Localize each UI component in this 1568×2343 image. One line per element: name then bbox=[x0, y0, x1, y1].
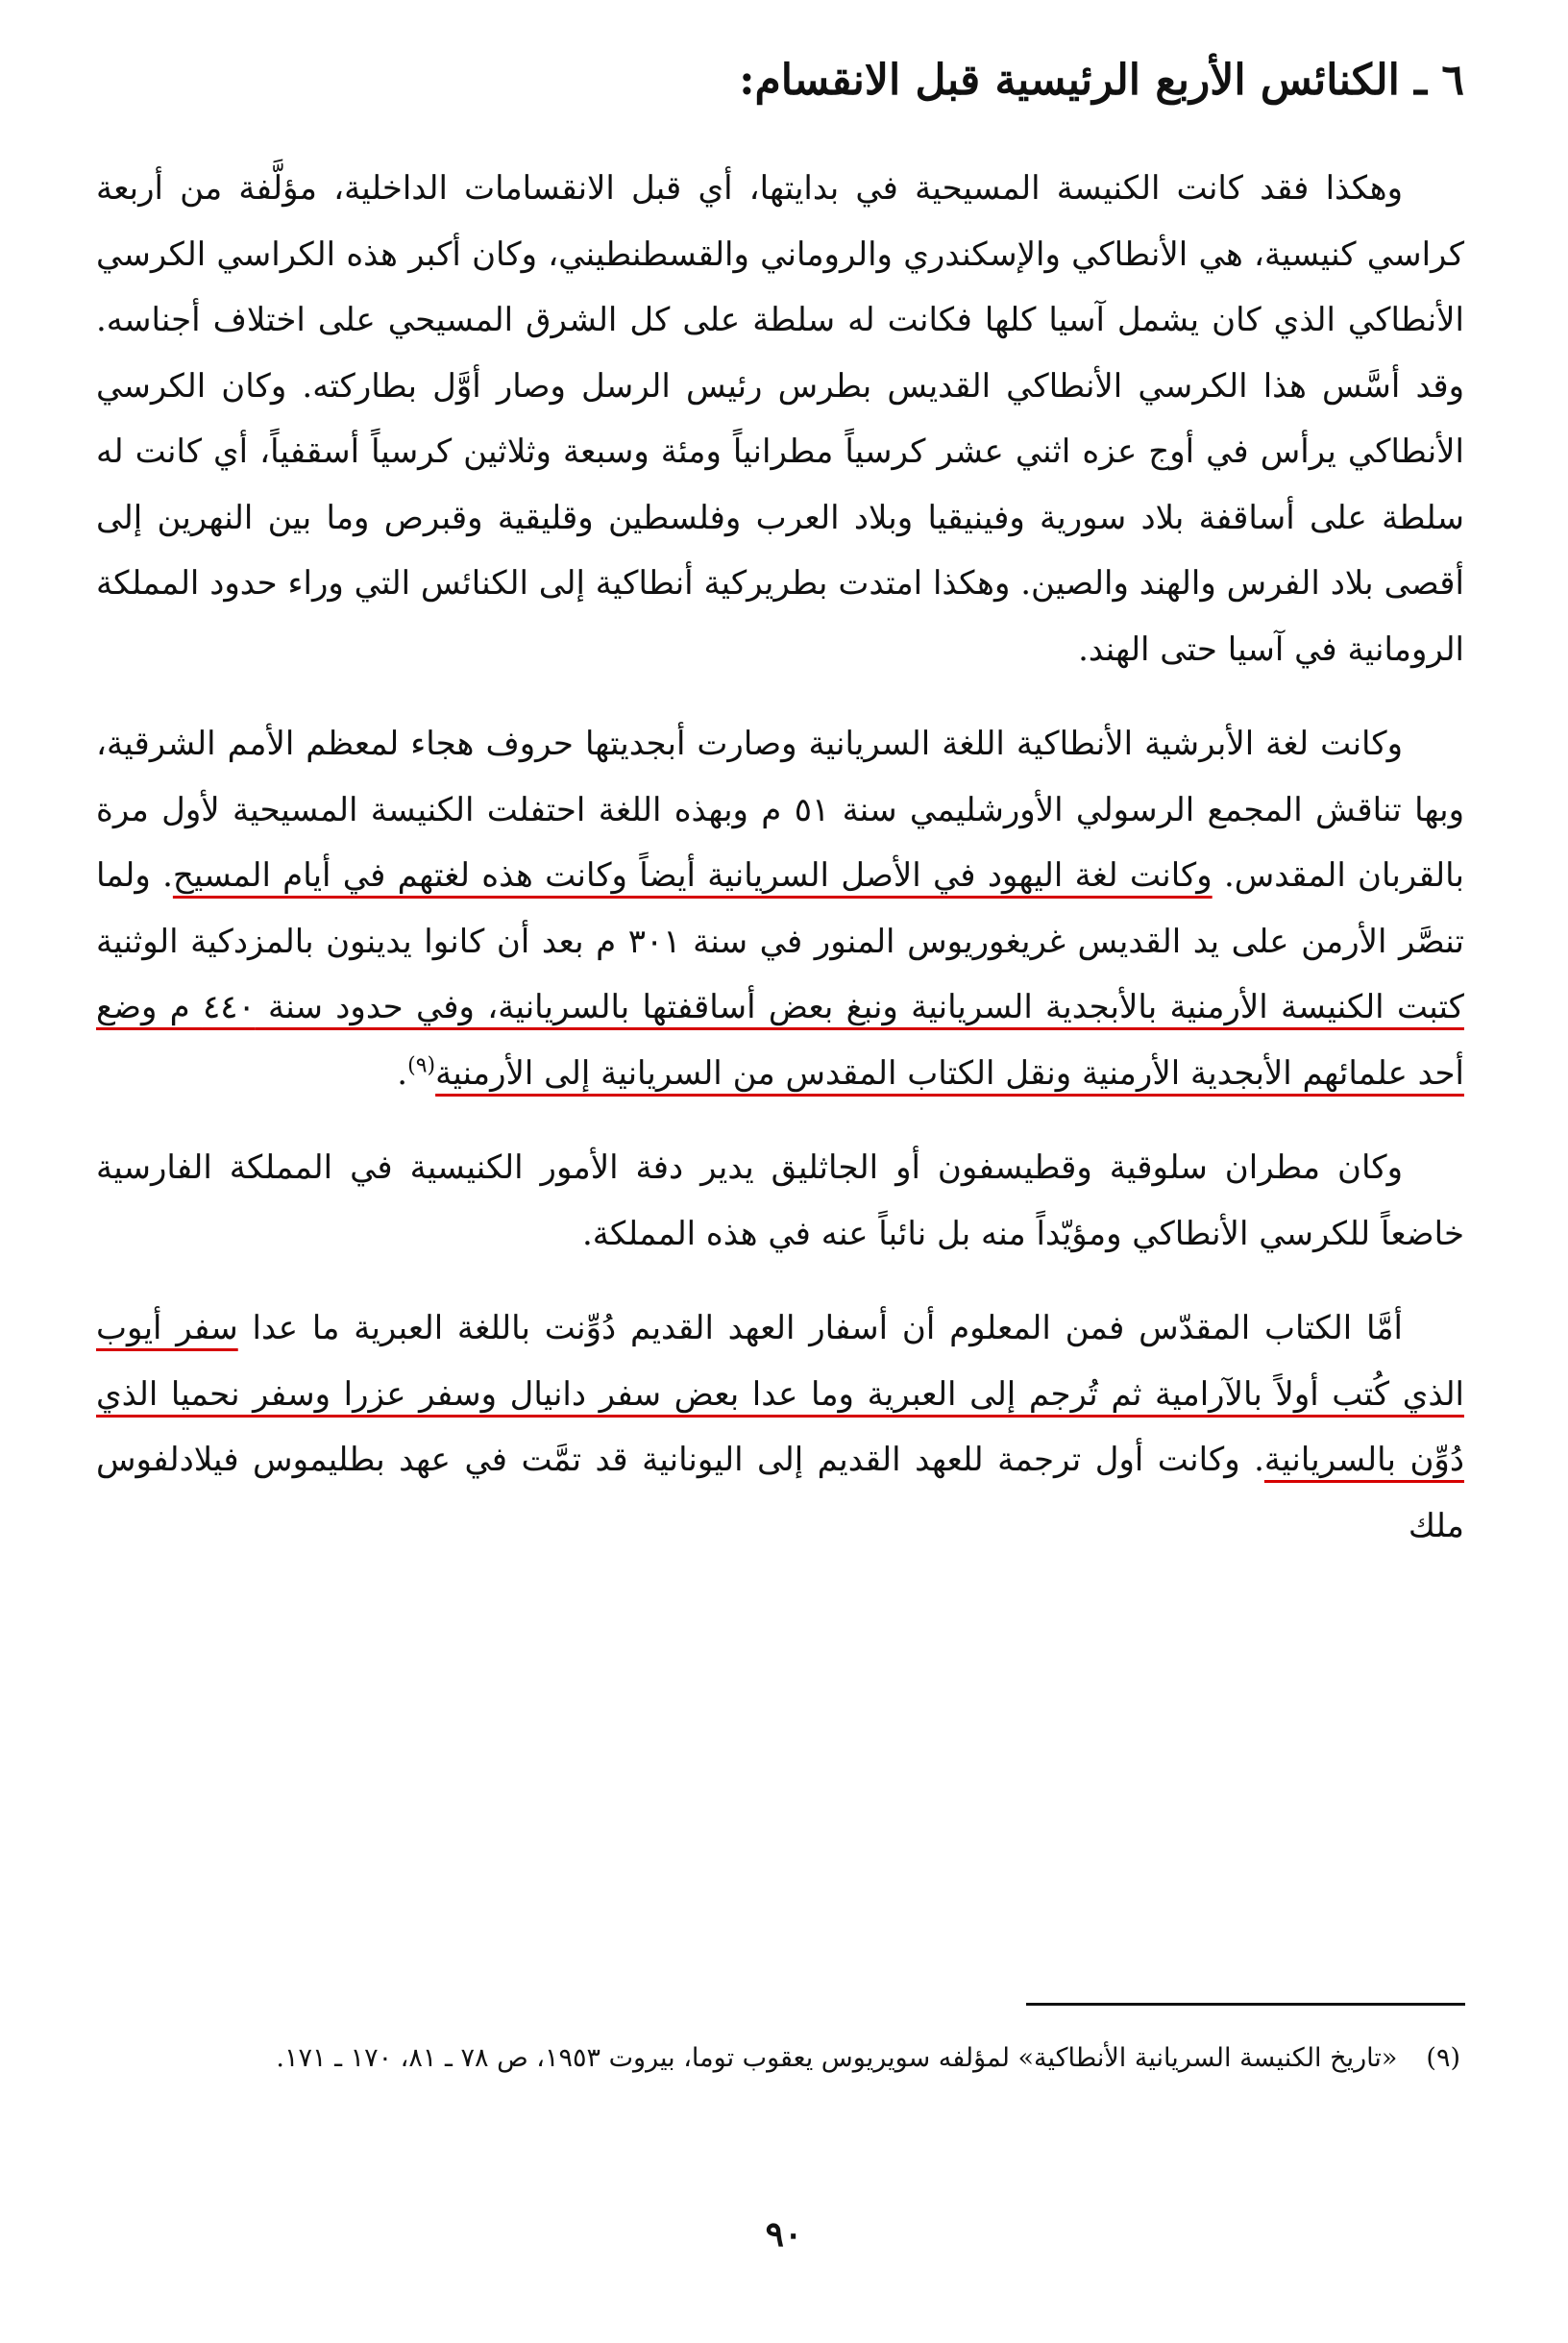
paragraph-4 bbox=[96, 1295, 1464, 1559]
section-heading: ٦ ـ الكنائس الأربع الرئيسية قبل الانقسام: bbox=[739, 56, 1464, 105]
footnote-text: «تاريخ الكنيسة السريانية الأنطاكية» لمؤلفه سويريوس يعقوب توما، بيروت ١٩٥٣، ص ٧٨ ـ ٨١، ١٧٠ ـ ١٧١. bbox=[276, 2043, 1398, 2073]
body-text bbox=[96, 156, 1464, 1588]
paragraph-4-text-1: أمَّا الكتاب المقدّس فمن المعلوم أن أسفار العهد القديم دُوِّنت باللغة العبرية ما عدا bbox=[237, 1309, 1403, 1347]
page-number: ٩٠ bbox=[765, 2214, 803, 2255]
footnote-separator bbox=[1026, 2003, 1465, 2006]
paragraph-3: وكان مطران سلوقية وقطيسفون أو الجاثليق يدير دفة الأمور الكنيسية في المملكة الفارسية خاضعاً للكرسي الأنطاكي ومؤيّداً منه بل نائباً عنه في هذه المملكة. bbox=[96, 1148, 1464, 1253]
paragraph-2 bbox=[96, 711, 1464, 1106]
paragraph-2-text-3: . bbox=[397, 1053, 408, 1093]
footnote bbox=[96, 2031, 1460, 2086]
underlined-passage-jews-language: وكانت لغة اليهود في الأصل السريانية أيضاً وكانت هذه لغتهم في أيام المسيح bbox=[172, 856, 1213, 895]
paragraph-2-text-2: . ولما تنصَّر الأرمن على يد القديس غريغوريوس المنور في سنة ٣٠١ م بعد أن كانوا يدينون بالمزدكية الوثنية bbox=[96, 856, 1464, 961]
footnote-number: (٩) bbox=[1426, 2043, 1460, 2073]
paragraph-2-text-1: وكانت لغة الأبرشية الأنطاكية اللغة السريانية وصارت أبجديتها حروف هجاء لمعظم الأمم الشرقية، وبها تناقش المجمع الرسولي الأورشليمي سنة ٥١ م وبهذه اللغة احتفلت الكنيسة المسيحية لأول مرة بالقربان المقدس. bbox=[96, 725, 1464, 895]
footnote-reference-9[interactable]: (٩) bbox=[407, 1053, 436, 1078]
underlined-passage-books-languages: سفر أيوب الذي كُتب أولاً بالآرامية ثم تُرجم إلى العبرية وما عدا بعض سفر دانيال وسفر عزرا وسفر نحميا الذي دُوِّن بالسريانية bbox=[96, 1309, 1464, 1479]
underlined-passage-armenian-church: كتبت الكنيسة الأرمنية بالأبجدية السريانية ونبغ بعض أساقفتها بالسريانية، وفي حدود سنة ٤٤٠ م وضع أحد علمائهم الأبجدية الأرمنية ونقل الكتاب المقدس من السريانية إلى الأرمنية bbox=[96, 988, 1464, 1093]
paragraph-1: وهكذا فقد كانت الكنيسة المسيحية في بدايتها، أي قبل الانقسامات الداخلية، مؤلَّفة من أربعة كراسي كنيسية، هي الأنطاكي والإسكندري والروماني والقسطنطيني، وكان أكبر هذه الكراسي الكرسي الأنطاكي الذي كان يشمل آسيا كلها فكانت له سلطة على كل الشرق المسيحي على اختلاف أجناسه. وقد أسَّس هذا الكرسي الأنطاكي القديس بطرس رئيس الرسل وصار أوَّل بطاركته. وكان الكرسي الأنطاكي يرأس في أوج عزه اثني عشر كرسياً مطرانياً ومئة وسبعة وثلاثين كرسياً أسقفياً، أي كانت له سلطة على أساقفة بلاد سورية وفينيقيا وبلاد العرب وفلسطين وقليقية وقبرص وما بين النهرين إلى أقصى بلاد الفرس والهند والصين. وهكذا امتدت بطريركية أنطاكية إلى الكنائس التي وراء حدود المملكة الرومانية في آسيا حتى الهند. bbox=[96, 169, 1465, 669]
paragraph-4-text-2: . وكانت أول ترجمة للعهد القديم إلى اليونانية قد تمَّت في عهد بطليموس فيلادلفوس ملك bbox=[96, 1441, 1464, 1545]
